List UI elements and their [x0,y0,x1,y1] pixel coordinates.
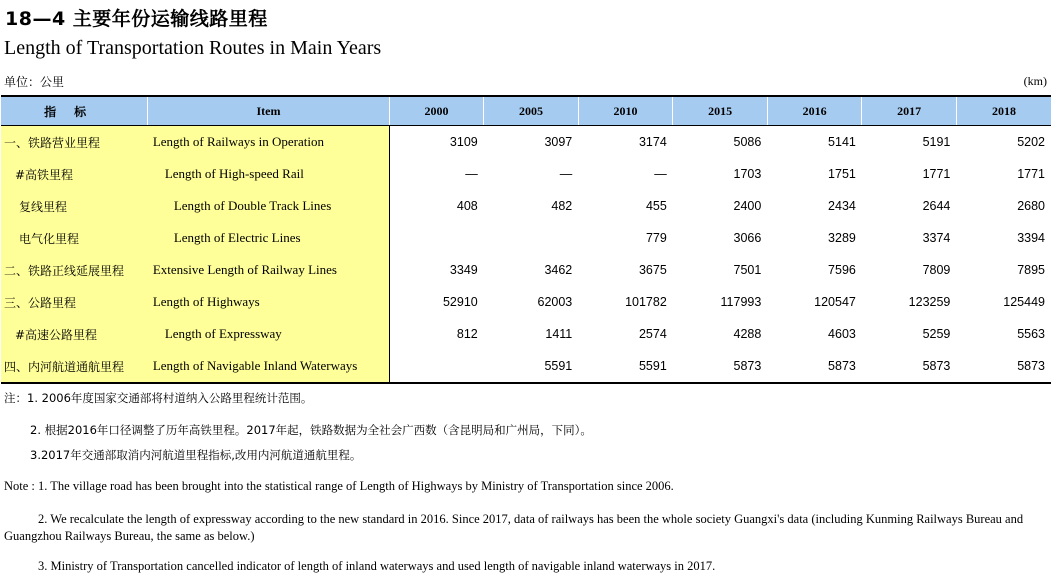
table-row [1,254,1051,286]
cell-value: 62003 [537,295,573,309]
row-label-en: Length of Highways [148,286,389,318]
table-row [1,222,1051,254]
row-label-cn: 二、铁路正线延展里程 [1,254,148,286]
cell-value: 125449 [1003,295,1045,309]
transport-routes-table [1,95,1051,384]
cell-value: 3462 [544,263,573,277]
cell-value: 812 [456,327,478,341]
cell-value: 2680 [1017,199,1045,213]
row-label-cn: 四、内河航道通航里程 [1,350,148,383]
note-en-1: Note : 1. The village road has been brought into the statistical range of Length of Highways by Ministry of Transportation since 2006. [4,479,674,493]
row-label-en: Length of Double Track Lines [148,190,389,222]
note-en-3: 3. Ministry of Transportation cancelled indicator of length of inland waterways and used length of navigable inland waterways in 2017. [38,559,716,573]
cell-value: 408 [456,199,478,213]
cell-value [389,350,484,383]
cell-value: 5873 [828,359,856,373]
row-label-en: Length of High-speed Rail [148,158,389,190]
cell-value: 3289 [828,231,856,245]
cell-value: 101782 [625,295,667,309]
cell-value: 5202 [1017,135,1045,149]
header-indicator: 指标 [1,96,148,126]
cell-value: 3097 [544,135,573,149]
cell-value: 7809 [922,263,951,277]
table-header-row [1,96,1051,126]
cell-value: 5563 [1017,327,1045,341]
cell-value: 5259 [922,327,951,341]
cell-value: 482 [551,199,573,213]
unit-label-en: (km) [1023,74,1047,88]
cell-value: 5141 [828,135,856,149]
cell-value: 5873 [733,359,762,373]
row-label-en: Length of Expressway [148,318,389,350]
row-label-en: Length of Electric Lines [148,222,389,254]
cell-value: 3675 [638,263,667,277]
cell-value: 2644 [922,199,951,213]
cell-value: 5591 [638,359,667,373]
cell-value: 1751 [828,167,856,181]
header-year: 2005 [484,96,579,126]
row-label-cn: #高速公路里程 [1,318,148,350]
table-body [1,126,1051,384]
row-label-cn: 一、铁路营业里程 [1,126,148,159]
cell-value: 3109 [449,135,478,149]
table-row [1,126,1051,159]
cell-value: 455 [645,199,667,213]
row-label-en: Extensive Length of Railway Lines [148,254,389,286]
page-title-en: Length of Transportation Routes in Main Years [4,37,382,59]
cell-value: 4288 [733,327,762,341]
cell-value: 3374 [922,231,951,245]
row-label-en: Length of Navigable Inland Waterways [148,350,389,383]
cell-value: 7501 [733,263,762,277]
cell-value: 3066 [733,231,762,245]
cell-value: 7895 [1017,263,1045,277]
row-label-en: Length of Railways in Operation [148,126,389,159]
note-en-2: 2. We recalculate the length of expressway according to the new standard in 2016. Since 2017, data of railways has been the whole society Guangxi's data (including Kunming Railways Bureau and Guangzhou Railways Bureau, the same as below.) [4,512,1024,543]
cell-value: 2434 [828,199,856,213]
header-item: Item [148,96,389,126]
table-row [1,190,1051,222]
cell-value: 2574 [638,327,667,341]
cell-value: 2400 [733,199,762,213]
unit-label-cn: 单位：公里 [4,75,65,89]
table-row [1,158,1051,190]
cell-value: — [559,167,573,181]
header-year: 2018 [956,96,1051,126]
table-row [1,350,1051,383]
cell-value: 120547 [814,295,856,309]
row-label-cn: 复线里程 [1,190,148,222]
cell-value: 5873 [922,359,951,373]
cell-value: 1771 [1017,167,1045,181]
cell-value: 1703 [733,167,762,181]
cell-value: 5086 [733,135,762,149]
cell-value: 7596 [828,263,856,277]
cell-value: 3349 [449,263,478,277]
cell-value [484,222,579,254]
cell-value: 5191 [922,135,951,149]
cell-value: 1411 [545,327,573,341]
row-label-cn: 三、公路里程 [1,286,148,318]
cell-value: 3174 [638,135,667,149]
table-row [1,318,1051,350]
cell-value: 779 [645,231,667,245]
cell-value: 1771 [922,167,951,181]
note-cn-1: 注：1. 2006年度国家交通部将村道纳入公路里程统计范围。 [4,391,313,405]
row-label-cn: #高铁里程 [1,158,148,190]
header-year: 2015 [673,96,768,126]
header-year: 2016 [767,96,862,126]
row-label-cn: 电气化里程 [1,222,148,254]
cell-value: 3394 [1017,231,1045,245]
header-year: 2000 [389,96,484,126]
cell-value: 52910 [442,295,478,309]
header-year: 2017 [862,96,957,126]
cell-value: — [465,167,478,181]
cell-value [389,222,484,254]
note-cn-2: 2. 根据2016年口径调整了历年高铁里程。2017年起，铁路数据为全社会广西数（含昆明局和广州局，下同）。 [30,423,592,437]
page-title-cn: 18—4 主要年份运输线路里程 [5,8,268,30]
note-cn-3: 3.2017年交通部取消内河航道里程指标,改用内河航道通航里程。 [30,448,362,462]
header-year: 2010 [578,96,673,126]
cell-value: 5591 [544,359,573,373]
cell-value: — [654,167,667,181]
cell-value: 117993 [720,295,762,309]
cell-value: 5873 [1017,359,1045,373]
cell-value: 123259 [908,295,951,309]
cell-value: 4603 [828,327,856,341]
table-row [1,286,1051,318]
